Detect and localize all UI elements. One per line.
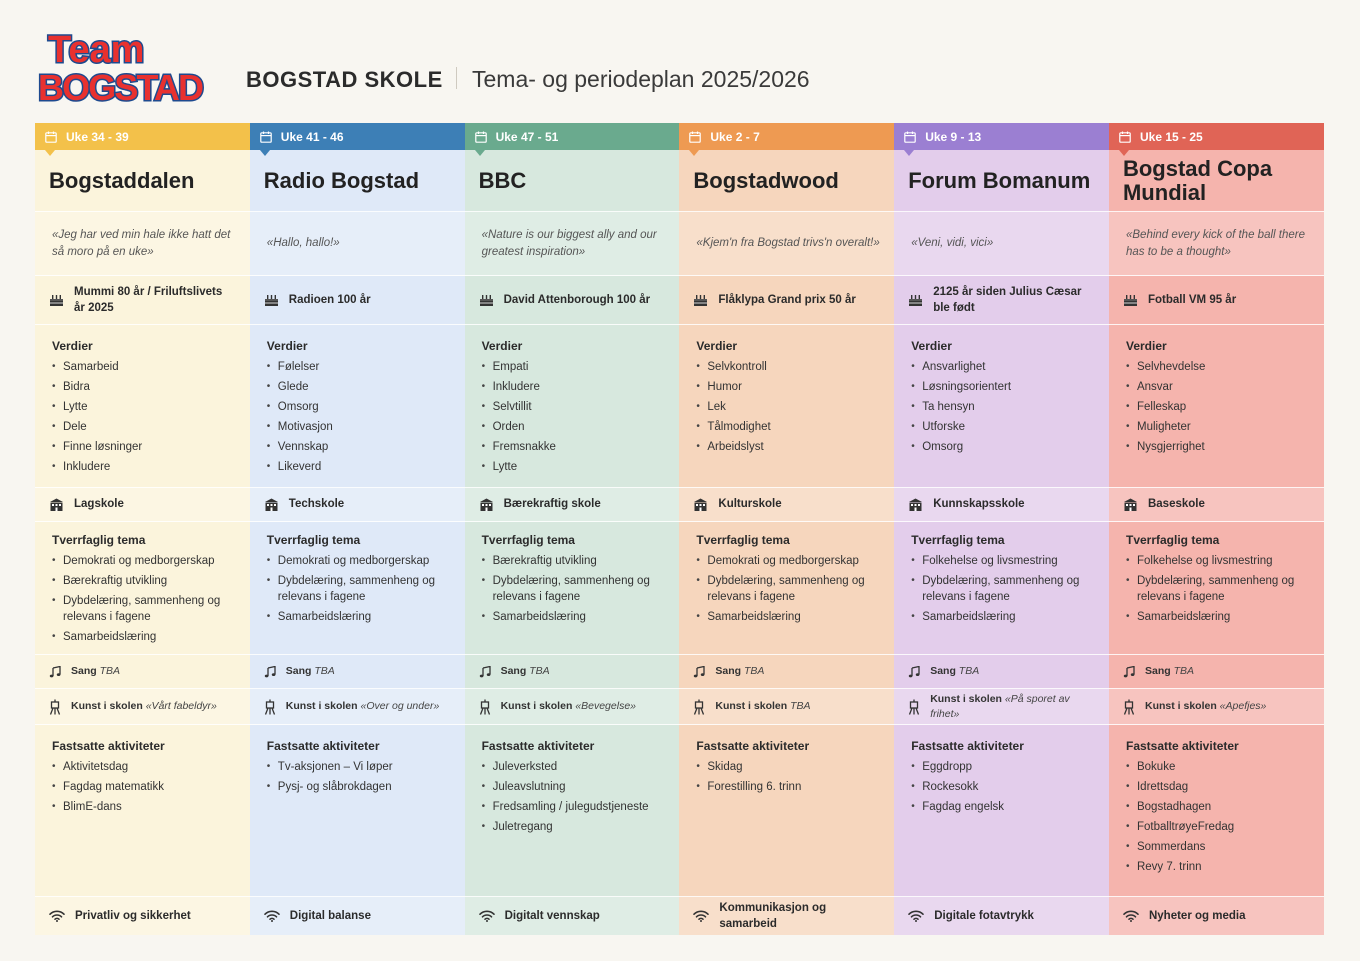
calendar-icon bbox=[45, 131, 57, 143]
list-item: • Skidag bbox=[696, 759, 880, 775]
anniversary-text: David Attenborough 100 år bbox=[503, 293, 651, 306]
values-section bbox=[250, 325, 465, 488]
theme-quote: «Jeg har ved min hale ikke hatt det så moro på en uke» bbox=[52, 228, 231, 258]
wifi-icon bbox=[49, 910, 65, 922]
school-building-icon bbox=[264, 498, 279, 512]
list-item: • Samarbeidslæring bbox=[482, 609, 666, 625]
art-label: Kunst i skolen bbox=[71, 700, 143, 713]
list-item: • BlimE-dans bbox=[52, 799, 236, 815]
school-profile-section bbox=[250, 488, 465, 522]
art-section bbox=[1109, 689, 1324, 725]
song-value: TBA bbox=[99, 665, 121, 678]
values-section bbox=[679, 325, 894, 488]
activities-section bbox=[679, 725, 894, 897]
wifi-icon bbox=[1123, 910, 1139, 922]
interdisciplinary-label: Tverrfaglig tema bbox=[52, 533, 146, 547]
art-section bbox=[35, 689, 250, 725]
activities-section bbox=[250, 725, 465, 897]
list-item: • FotballtrøyeFredag bbox=[1126, 819, 1310, 835]
activities-list bbox=[1123, 759, 1310, 875]
theme-quote: «Hallo, hallo!» bbox=[266, 237, 340, 250]
list-item: • Lytte bbox=[52, 399, 236, 415]
interdisciplinary-label: Tverrfaglig tema bbox=[696, 533, 790, 547]
art-label: Kunst i skolen bbox=[715, 700, 788, 713]
easel-icon bbox=[479, 699, 491, 715]
quote-section bbox=[250, 212, 465, 276]
list-item: • Likeverd bbox=[267, 459, 451, 475]
values-section bbox=[465, 325, 680, 488]
list-item: • Fremsnakke bbox=[482, 439, 666, 455]
values-list bbox=[479, 359, 666, 475]
period-column-3 bbox=[465, 123, 680, 935]
art-value: «Vårt fabeldyr» bbox=[145, 700, 217, 713]
school-profile-section bbox=[1109, 488, 1324, 522]
theme-title: Forum Bomanum bbox=[908, 167, 1091, 193]
theme-title-section bbox=[250, 150, 465, 212]
music-note-icon bbox=[264, 666, 276, 678]
values-label: Verdier bbox=[266, 339, 308, 353]
interdisciplinary-section bbox=[35, 522, 250, 655]
anniversary-text: Radioen 100 år bbox=[288, 293, 371, 306]
list-item: • Finne løsninger bbox=[52, 439, 236, 455]
quote-section bbox=[894, 212, 1109, 276]
school-building-icon bbox=[49, 498, 64, 512]
values-label: Verdier bbox=[52, 339, 93, 353]
interdisciplinary-label: Tverrfaglig tema bbox=[911, 533, 1005, 547]
school-profile: Baseskole bbox=[1147, 498, 1205, 511]
values-label: Verdier bbox=[696, 339, 738, 353]
week-band bbox=[1109, 123, 1324, 150]
list-item: • Demokrati og medborgerskap bbox=[696, 553, 880, 569]
cake-icon bbox=[49, 293, 64, 307]
values-label: Verdier bbox=[1125, 339, 1167, 353]
wifi-icon bbox=[479, 910, 495, 922]
list-item: • Aktivitetsdag bbox=[52, 759, 236, 775]
school-profile-section bbox=[894, 488, 1109, 522]
week-range: Uke 15 - 25 bbox=[1139, 129, 1203, 144]
anniversary-text: 2125 år siden Julius Cæsar ble født bbox=[933, 285, 1082, 314]
song-label: Sang bbox=[1144, 665, 1171, 678]
period-column-1 bbox=[35, 123, 250, 935]
interdisciplinary-list bbox=[49, 553, 236, 645]
digital-section bbox=[679, 897, 894, 935]
theme-title-section bbox=[465, 150, 680, 212]
music-note-icon bbox=[693, 666, 705, 678]
art-label: Kunst i skolen bbox=[285, 700, 358, 713]
music-note-icon bbox=[49, 666, 61, 678]
activities-section bbox=[1109, 725, 1324, 897]
song-label: Sang bbox=[500, 665, 527, 678]
art-value: «Over og under» bbox=[360, 700, 440, 713]
song-section bbox=[35, 655, 250, 689]
art-label: Kunst i skolen bbox=[930, 692, 1002, 705]
school-profile: Techskole bbox=[288, 498, 345, 511]
cake-icon bbox=[264, 293, 279, 307]
calendar-icon bbox=[689, 131, 701, 143]
week-range: Uke 47 - 51 bbox=[495, 129, 559, 144]
list-item: • Motivasjon bbox=[267, 419, 451, 435]
interdisciplinary-label: Tverrfaglig tema bbox=[481, 533, 575, 547]
week-band bbox=[894, 123, 1109, 150]
theme-title: Bogstad Copa Mundial bbox=[1122, 155, 1273, 205]
anniversary-section bbox=[465, 276, 680, 325]
week-band bbox=[679, 123, 894, 150]
song-section bbox=[679, 655, 894, 689]
wifi-icon bbox=[693, 910, 709, 922]
list-item: • Samarbeidslæring bbox=[267, 609, 451, 625]
theme-quote: «Behind every kick of the ball there has to be a thought» bbox=[1125, 228, 1305, 258]
wifi-icon bbox=[264, 910, 280, 922]
list-item: • Lek bbox=[696, 399, 880, 415]
cake-icon bbox=[479, 293, 494, 307]
calendar-icon bbox=[1119, 131, 1131, 143]
week-band bbox=[35, 123, 250, 150]
school-profile: Bærekraftig skole bbox=[503, 498, 601, 511]
week-range: Uke 41 - 46 bbox=[280, 129, 344, 144]
list-item: • Samarbeidslæring bbox=[696, 609, 880, 625]
song-section bbox=[465, 655, 680, 689]
list-item: • Omsorg bbox=[911, 439, 1095, 455]
list-item: • Empati bbox=[482, 359, 666, 375]
calendar-icon bbox=[260, 131, 272, 143]
list-item: • Inkludere bbox=[52, 459, 236, 475]
cake-icon bbox=[1123, 293, 1138, 307]
theme-title: Bogstaddalen bbox=[49, 167, 195, 193]
song-value: TBA bbox=[1173, 665, 1194, 678]
list-item: • Juleavslutning bbox=[482, 779, 666, 795]
list-item: • Folkehelse og livsmestring bbox=[911, 553, 1095, 569]
theme-title-section bbox=[35, 150, 250, 212]
list-item: • Selvtillit bbox=[482, 399, 666, 415]
digital-theme: Nyheter og media bbox=[1148, 909, 1246, 922]
activities-list bbox=[908, 759, 1095, 815]
art-value: TBA bbox=[790, 700, 811, 713]
list-item: • Dybdelæring, sammenheng og relevans i fagene bbox=[911, 573, 1095, 605]
quote-section bbox=[679, 212, 894, 276]
values-label: Verdier bbox=[481, 339, 523, 353]
school-profile-section bbox=[35, 488, 250, 522]
list-item: • Idrettsdag bbox=[1126, 779, 1310, 795]
interdisciplinary-list bbox=[908, 553, 1095, 625]
song-label: Sang bbox=[930, 665, 956, 678]
music-note-icon bbox=[1123, 666, 1135, 678]
theme-title: BBC bbox=[478, 167, 527, 193]
list-item: • Samarbeid bbox=[52, 359, 236, 375]
anniversary-section bbox=[679, 276, 894, 325]
easel-icon bbox=[693, 699, 705, 715]
list-item: • Bogstadhagen bbox=[1126, 799, 1310, 815]
team-bogstad-logo bbox=[36, 24, 208, 106]
art-value: «Bevegelse» bbox=[575, 700, 636, 713]
song-value: TBA bbox=[958, 665, 980, 678]
digital-theme: Digital balanse bbox=[289, 909, 371, 922]
list-item: • Bidra bbox=[52, 379, 236, 395]
theme-quote: «Kjem'n fra Bogstad trivs'n overalt!» bbox=[696, 237, 880, 250]
anniversary-text: Fotball VM 95 år bbox=[1147, 293, 1237, 306]
list-item: • Tålmodighet bbox=[696, 419, 880, 435]
digital-section bbox=[894, 897, 1109, 935]
interdisciplinary-section bbox=[679, 522, 894, 655]
list-item: • Utforske bbox=[911, 419, 1095, 435]
theme-title-section bbox=[1109, 150, 1324, 212]
song-label: Sang bbox=[715, 665, 742, 678]
list-item: • Dybdelæring, sammenheng og relevans i fagene bbox=[482, 573, 666, 605]
art-value: «På sporet av frihet» bbox=[930, 692, 1070, 720]
anniversary-text: Mummi 80 år / Friluftslivets år 2025 bbox=[74, 285, 223, 314]
svg-text:Team: Team bbox=[48, 29, 145, 71]
theme-title: Radio Bogstad bbox=[263, 167, 420, 193]
list-item: • Pysj- og slåbrokdagen bbox=[267, 779, 451, 795]
list-item: • Glede bbox=[267, 379, 451, 395]
list-item: • Samarbeidslæring bbox=[1126, 609, 1310, 625]
page-header bbox=[36, 20, 1324, 110]
song-section bbox=[1109, 655, 1324, 689]
list-item: • Humor bbox=[696, 379, 880, 395]
art-section bbox=[465, 689, 680, 725]
activities-label: Fastsatte aktiviteter bbox=[1125, 739, 1239, 753]
list-item: • Muligheter bbox=[1126, 419, 1310, 435]
art-section bbox=[250, 689, 465, 725]
easel-icon bbox=[1123, 699, 1135, 715]
values-section bbox=[1109, 325, 1324, 488]
interdisciplinary-section bbox=[250, 522, 465, 655]
activities-list bbox=[49, 759, 236, 815]
easel-icon bbox=[264, 699, 276, 715]
list-item: • Dybdelæring, sammenheng og relevans i fagene bbox=[696, 573, 880, 605]
week-range: Uke 9 - 13 bbox=[925, 129, 982, 144]
list-item: • Vennskap bbox=[267, 439, 451, 455]
art-section bbox=[894, 689, 1109, 725]
easel-icon bbox=[908, 699, 920, 715]
period-column-6 bbox=[1109, 123, 1324, 935]
music-note-icon bbox=[479, 666, 491, 678]
school-name: BOGSTAD SKOLE bbox=[246, 67, 443, 92]
activities-section bbox=[894, 725, 1109, 897]
list-item: • Juletregang bbox=[482, 819, 666, 835]
activities-label: Fastsatte aktiviteter bbox=[481, 739, 595, 753]
list-item: • Selvkontroll bbox=[696, 359, 880, 375]
interdisciplinary-list bbox=[1123, 553, 1310, 625]
art-label: Kunst i skolen bbox=[500, 700, 573, 713]
values-section bbox=[35, 325, 250, 488]
song-section bbox=[250, 655, 465, 689]
digital-section bbox=[250, 897, 465, 935]
activities-label: Fastsatte aktiviteter bbox=[911, 739, 1024, 753]
calendar-icon bbox=[475, 131, 487, 143]
week-range: Uke 2 - 7 bbox=[710, 129, 760, 144]
list-item: • Inkludere bbox=[482, 379, 666, 395]
theme-title-section bbox=[679, 150, 894, 212]
values-list bbox=[908, 359, 1095, 455]
list-item: • Tv-aksjonen – Vi løper bbox=[267, 759, 451, 775]
values-list bbox=[49, 359, 236, 475]
list-item: • Fredsamling / julegudstjeneste bbox=[482, 799, 666, 815]
school-building-icon bbox=[908, 498, 923, 512]
song-value: TBA bbox=[743, 665, 765, 678]
list-item: • Ta hensyn bbox=[911, 399, 1095, 415]
list-item: • Fagdag engelsk bbox=[911, 799, 1095, 815]
quote-section bbox=[465, 212, 680, 276]
quote-section bbox=[1109, 212, 1324, 276]
list-item: • Orden bbox=[482, 419, 666, 435]
anniversary-section bbox=[894, 276, 1109, 325]
school-building-icon bbox=[479, 498, 494, 512]
values-label: Verdier bbox=[911, 339, 952, 353]
list-item: • Forestilling 6. trinn bbox=[696, 779, 880, 795]
school-profile-section bbox=[465, 488, 680, 522]
school-profile-section bbox=[679, 488, 894, 522]
list-item: • Dybdelæring, sammenheng og relevans i fagene bbox=[52, 593, 236, 625]
list-item: • Demokrati og medborgerskap bbox=[267, 553, 451, 569]
activities-list bbox=[264, 759, 451, 795]
song-value: TBA bbox=[314, 665, 335, 678]
values-list bbox=[693, 359, 880, 455]
values-list bbox=[1123, 359, 1310, 455]
list-item: • Felleskap bbox=[1126, 399, 1310, 415]
anniversary-section bbox=[35, 276, 250, 325]
list-item: • Nysgjerrighet bbox=[1126, 439, 1310, 455]
interdisciplinary-list bbox=[479, 553, 666, 625]
period-column-4 bbox=[679, 123, 894, 935]
theme-title: Bogstadwood bbox=[693, 167, 839, 193]
list-item: • Juleverksted bbox=[482, 759, 666, 775]
list-item: • Ansvar bbox=[1126, 379, 1310, 395]
easel-icon bbox=[49, 699, 61, 715]
song-label: Sang bbox=[71, 665, 97, 678]
list-item: • Lytte bbox=[482, 459, 666, 475]
interdisciplinary-section bbox=[894, 522, 1109, 655]
activities-list bbox=[479, 759, 666, 835]
theme-quote: «Nature is our biggest ally and our greatest inspiration» bbox=[481, 228, 657, 258]
list-item: • Bokuke bbox=[1126, 759, 1310, 775]
art-section bbox=[679, 689, 894, 725]
period-column-2 bbox=[250, 123, 465, 935]
activities-list bbox=[693, 759, 880, 795]
list-item: • Dybdelæring, sammenheng og relevans i fagene bbox=[1126, 573, 1310, 605]
list-item: • Løsningsorientert bbox=[911, 379, 1095, 395]
digital-theme: Digitalt vennskap bbox=[504, 909, 600, 922]
anniversary-section bbox=[1109, 276, 1324, 325]
theme-quote: «Veni, vidi, vici» bbox=[911, 237, 994, 250]
interdisciplinary-list bbox=[693, 553, 880, 625]
music-note-icon bbox=[908, 666, 920, 678]
week-range: Uke 34 - 39 bbox=[66, 129, 129, 144]
list-item: • Eggdropp bbox=[911, 759, 1095, 775]
activities-label: Fastsatte aktiviteter bbox=[52, 739, 165, 753]
school-building-icon bbox=[693, 498, 708, 512]
cake-icon bbox=[693, 293, 708, 307]
cake-icon bbox=[908, 293, 923, 307]
list-item: • Arbeidslyst bbox=[696, 439, 880, 455]
list-item: • Dybdelæring, sammenheng og relevans i fagene bbox=[267, 573, 451, 605]
interdisciplinary-label: Tverrfaglig tema bbox=[266, 533, 361, 547]
digital-theme: Privatliv og sikkerhet bbox=[75, 909, 191, 922]
anniversary-section bbox=[250, 276, 465, 325]
interdisciplinary-list bbox=[264, 553, 451, 625]
list-item: • Revy 7. trinn bbox=[1126, 859, 1310, 875]
list-item: • Sommerdans bbox=[1126, 839, 1310, 855]
list-item: • Bærekraftig utvikling bbox=[482, 553, 666, 569]
values-section bbox=[894, 325, 1109, 488]
quote-section bbox=[35, 212, 250, 276]
list-item: • Folkehelse og livsmestring bbox=[1126, 553, 1310, 569]
school-building-icon bbox=[1123, 498, 1138, 512]
song-value: TBA bbox=[529, 665, 550, 678]
activities-section bbox=[465, 725, 680, 897]
wifi-icon bbox=[908, 910, 924, 922]
song-label: Sang bbox=[285, 665, 312, 678]
digital-section bbox=[35, 897, 250, 935]
list-item: • Ansvarlighet bbox=[911, 359, 1095, 375]
week-band bbox=[465, 123, 680, 150]
list-item: • Bærekraftig utvikling bbox=[52, 573, 236, 589]
school-profile: Lagskole bbox=[74, 498, 124, 511]
list-item: • Samarbeidslæring bbox=[52, 629, 236, 645]
digital-theme: Kommunikasjon og samarbeid bbox=[719, 901, 827, 930]
list-item: • Rockesokk bbox=[911, 779, 1095, 795]
interdisciplinary-section bbox=[1109, 522, 1324, 655]
activities-label: Fastsatte aktiviteter bbox=[696, 739, 810, 753]
list-item: • Fagdag matematikk bbox=[52, 779, 236, 795]
interdisciplinary-section bbox=[465, 522, 680, 655]
theme-title-section bbox=[894, 150, 1109, 212]
plan-title: Tema- og periodeplan 2025/2026 bbox=[472, 66, 810, 92]
activities-label: Fastsatte aktiviteter bbox=[266, 739, 380, 753]
art-label: Kunst i skolen bbox=[1144, 700, 1217, 713]
week-band bbox=[250, 123, 465, 150]
values-list bbox=[264, 359, 451, 475]
period-grid bbox=[35, 123, 1324, 935]
art-value: «Apefjes» bbox=[1219, 700, 1267, 713]
interdisciplinary-label: Tverrfaglig tema bbox=[1125, 533, 1220, 547]
list-item: • Selvhevdelse bbox=[1126, 359, 1310, 375]
period-column-5 bbox=[894, 123, 1109, 935]
song-section bbox=[894, 655, 1109, 689]
list-item: • Samarbeidslæring bbox=[911, 609, 1095, 625]
list-item: • Dele bbox=[52, 419, 236, 435]
svg-text:BOGSTAD: BOGSTAD bbox=[38, 67, 204, 106]
activities-section bbox=[35, 725, 250, 897]
anniversary-text: Flåklypa Grand prix 50 år bbox=[718, 293, 856, 306]
digital-section bbox=[465, 897, 680, 935]
calendar-icon bbox=[904, 131, 916, 143]
list-item: • Omsorg bbox=[267, 399, 451, 415]
school-profile: Kulturskole bbox=[718, 498, 782, 511]
list-item: • Følelser bbox=[267, 359, 451, 375]
list-item: • Demokrati og medborgerskap bbox=[52, 553, 236, 569]
digital-theme: Digitale fotavtrykk bbox=[934, 909, 1034, 922]
school-profile: Kunnskapsskole bbox=[933, 498, 1025, 511]
title-separator bbox=[456, 67, 457, 89]
digital-section bbox=[1109, 897, 1324, 935]
